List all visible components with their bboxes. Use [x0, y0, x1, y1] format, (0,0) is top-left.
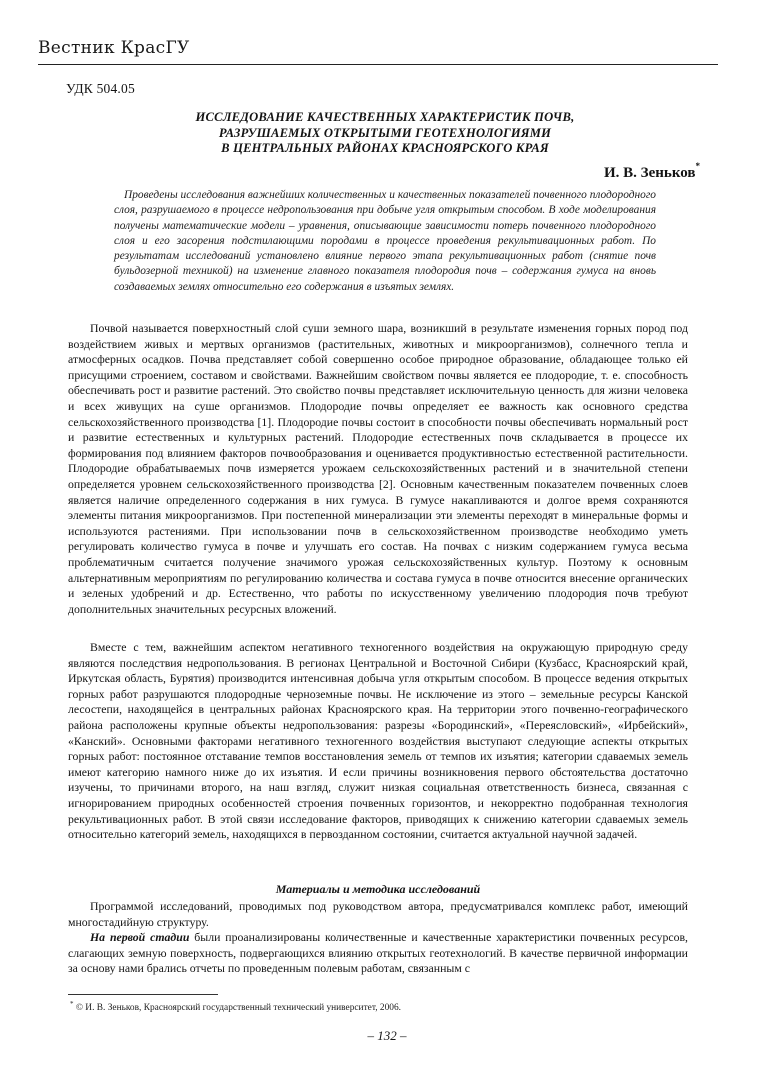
footnote-mark: * [70, 1000, 74, 1008]
paragraph-4-text: были проанализированы количественные и качественные характеристики почвенных ресурсов, слагающих земную поверхность, подвергающихся влиянию открытых геотехнологий. В качестве первичной информации за основу нами брались отчеты по проведенным полевым работам, связанным с [68, 930, 688, 976]
body-paragraph-2: Вместе с тем, важнейшим аспектом негативного техногенного воздействия на окружающую природную среду являются последствия недропользования. В регионах Центральной и Восточной Сибири (Кузбасс, Красноярский край, Иркутская область, Бурятия) производится интенсивная добыча угля открытым способом. В процессе ведения открытых горных работ разрушаются плодородные черноземные почвы. Не исключение из этого – земельные ресурсы Канской лесостепи, находящейся в центральных районах Красноярского края. На территории этого почвенно-географического района расположены крупные объекты недропользования: разрезы «Бородинский», «Переясловский», «Ирбейский», «Канский». Основными факторами негативного техногенного воздействия выступают следующие аспекты открытых горных работ: постоянное отставание темпов восстановления земель от темпов их изъятия; категории сдаваемых земель имеют категорию намного ниже до их изъятия. И если причины возникновения первого обстоятельства достаточно изучены, то причинами второго, на наш взгляд, служит низкая социальная ответственность бизнеса, связанная с игнорированием природных особенностей строения почвенных горизонтов, и некорректно подобранная технология рекультивационных работ. В этой связи исследование факторов, приводящих к снижению категории сдаваемых земель относительно категорий земель, находящихся в первозданном состоянии, считается актуальной научной задачей. [68, 640, 688, 842]
body-paragraph-4 [68, 930, 688, 977]
title-line-1: ИССЛЕДОВАНИЕ КАЧЕСТВЕННЫХ ХАРАКТЕРИСТИК ПОЧВ, [195, 110, 575, 124]
journal-title: Вестник КрасГУ [38, 38, 190, 58]
footnote-text: © И. В. Зеньков, Красноярский государственный технический университет, 2006. [73, 1003, 401, 1014]
abstract: Проведены исследования важнейших количественных и качественных показателей почвенного плодородного слоя, разрушаемого в процессе недропользования при добыче угля открытым способом. В ходе моделирования получены математические модели – уравнения, описывающие зависимости потерь почвенного плодородного слоя и его засорения подстилающими породами в процессе проведения рекультивационных работ. По результатам исследований установлено влияние первого этапа рекультивационных работ (снятие почв бульдозерной техникой) на изменение главного показателя плодородия почв – содержания гумуса на вновь создаваемых землях относительно его содержания в изъятых землях. [114, 189, 656, 293]
author-name [604, 163, 700, 182]
body-paragraph-1: Почвой называется поверхностный слой суши земного шара, возникший в результате изменения горных пород под воздействием живых и мертвых организмов (растительных, животных и микроорганизмов), солнечного тепла и атмосферных осадков. Почва представляет собой совершенно особое природное образование, обладающее только ей присущими строением, составом и свойствами. Важнейшим свойством почвы является ее плодородие, т. е. способность обеспечивать рост и развитие растений. Это свойство почвы представляет исключительную ценность для жизни человека и всех живущих на суше организмов. Плодородие почвы определяет ее важность как основного средства сельскохозяйственного производства [1]. Плодородие почвы состоит в способности почвы обеспечивать нормальный рост и развитие естественных и культурных растений. Плодородие естественных почв складывается в процессе их формирования под влиянием факторов почвообразования и оценивается продуктивностью естественной растительности. Плодородие обрабатываемых почв измеряется урожаем сельскохозяйственных растений и в значительной степени определяется уровнем сельскохозяйственного производства [2]. Основным качественным показателем почвенных слоев является наличие определенного содержания в них гумуса. В гумусе накапливаются и долгое время сохраняются элементы питания микроорганизмов. При постепенной минерализации эти элементы переходят в минеральные формы и используются растениями. При использовании почв в сельскохозяйственном производстве необходимо уметь регулировать количество гумуса в почве и улучшать его состав. На почвах с низким содержанием гумуса весьма проблематичным считается получение значимого урожая сельскохозяйственных культур. Поэтому к основным альтернативным мероприятиям по регулированию количества и состава гумуса в почве относится внесение органических и зеленых удобрений и др. Естественно, что работы по искусственному увеличению плодородия почв требуют дополнительных значительных ресурсных вложений. [68, 321, 688, 616]
footnote-rule [68, 994, 218, 995]
udc-code: УДК 504.05 [66, 81, 135, 96]
body-paragraph-3: Программой исследований, проводимых под руководством автора, предусматривался комплекс работ, имеющий многостадийную структуру. [68, 899, 688, 929]
page-number: – 132 – [367, 1028, 407, 1043]
section-title: Материалы и методика исследований [275, 882, 481, 896]
title-line-3: В ЦЕНТРАЛЬНЫХ РАЙОНАХ КРАСНОЯРСКОГО КРАЯ [221, 141, 549, 155]
header-rule [38, 64, 718, 65]
author-footnote-mark: * [695, 161, 700, 171]
author-name-text: И. В. Зеньков [604, 165, 696, 181]
title-line-2: РАЗРУШАЕМЫХ ОТКРЫТЫМИ ГЕОТЕХНОЛОГИЯМИ [218, 125, 552, 140]
footnote [70, 1000, 401, 1013]
running-header [38, 38, 718, 58]
article-title [110, 110, 660, 157]
stage-lead: На первой стадии [90, 930, 190, 944]
